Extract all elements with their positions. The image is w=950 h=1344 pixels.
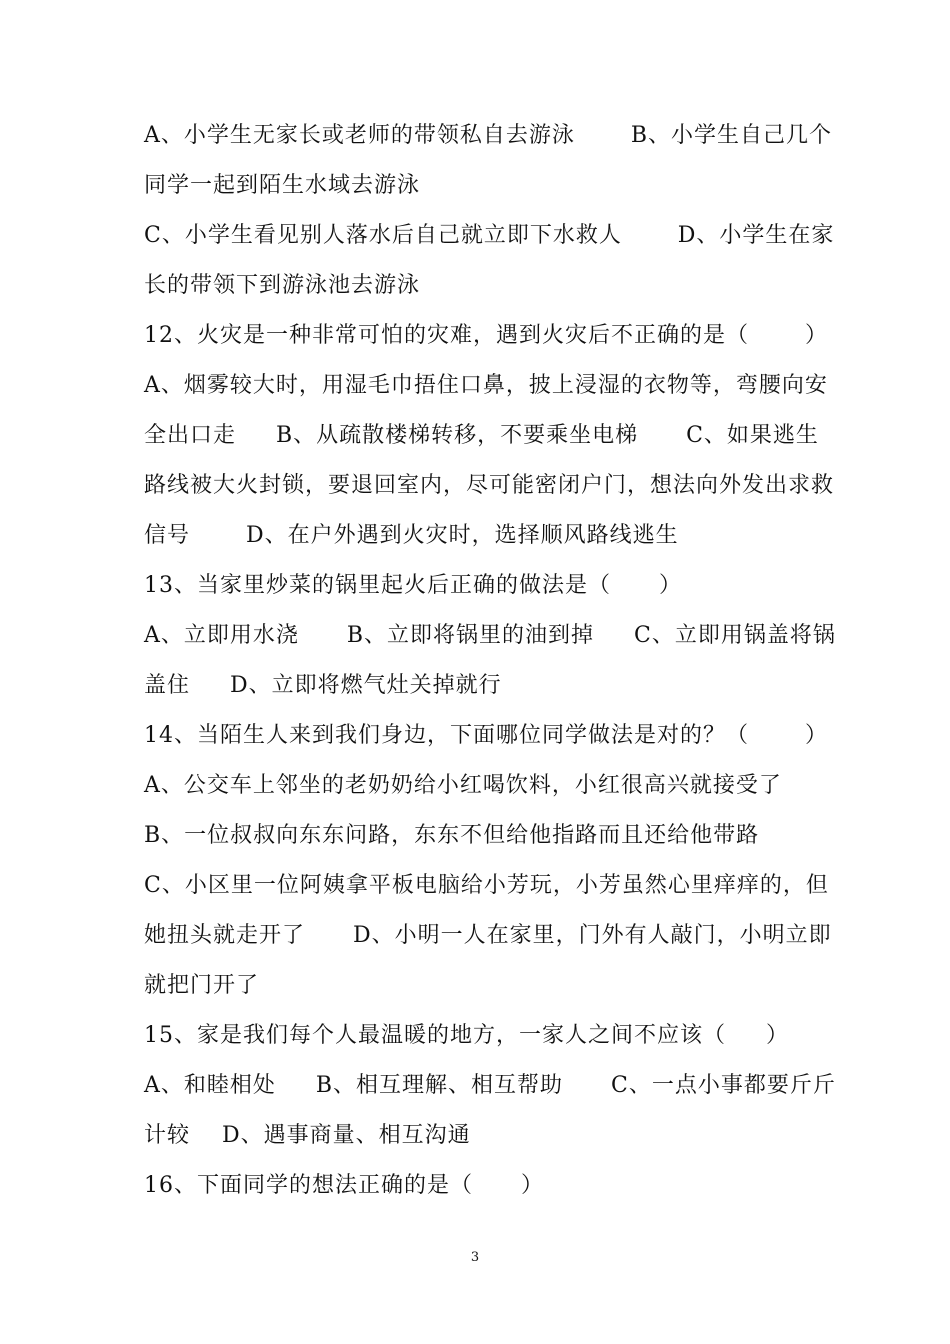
text-line: C、小区里一位阿姨拿平板电脑给小芳玩，小芳虽然心里痒痒的，但 [144,873,829,898]
question-12-stem: 12、火灾是一种非常可怕的灾难，遇到火灾后不正确的是（ ） [144,323,828,348]
question-14-stem: 14、当陌生人来到我们身边，下面哪位同学做法是对的？（ ） [144,723,828,748]
text-line: 路线被大火封锁，要退回室内，尽可能密闭户门，想法向外发出求救 [144,473,835,498]
text-line: 计较 D、遇事商量、相互沟通 [144,1123,471,1148]
text-line: 长的带领下到游泳池去游泳 [144,273,421,298]
page-number: 3 [470,1250,480,1265]
text-line: 盖住 D、立即将燃气灶关掉就行 [144,673,502,698]
text-line: 就把门开了 [144,973,260,998]
text-line: A、和睦相处 B、相互理解、相互帮助 C、一点小事都要斤斤 [144,1073,836,1098]
text-line: C、小学生看见别人落水后自己就立即下水救人 D、小学生在家 [144,223,835,248]
text-line: 全出口走 B、从疏散楼梯转移，不要乘坐电梯 C、如果逃生 [144,423,819,448]
text-line: 她扭头就走开了 D、小明一人在家里，门外有人敲门，小明立即 [144,923,832,948]
text-line: A、烟雾较大时，用湿毛巾捂住口鼻，披上浸湿的衣物等，弯腰向安 [144,373,828,398]
text-line: 同学一起到陌生水域去游泳 [144,173,421,198]
text-line: B、一位叔叔向东东问路，东东不但给他指路而且还给他带路 [144,823,760,848]
text-line: 信号 D、在户外遇到火灾时，选择顺风路线逃生 [144,523,679,548]
text-line: A、小学生无家长或老师的带领私自去游泳 B、小学生自己几个 [144,123,833,148]
question-15-stem: 15、家是我们每个人最温暖的地方，一家人之间不应该（ ） [144,1023,789,1048]
question-16-stem: 16、下面同学的想法正确的是（ ） [144,1173,544,1198]
text-line: A、立即用水浇 B、立即将锅里的油到掉 C、立即用锅盖将锅 [144,623,836,648]
text-line: A、公交车上邻坐的老奶奶给小红喝饮料，小红很高兴就接受了 [144,773,782,798]
question-13-stem: 13、当家里炒菜的锅里起火后正确的做法是（ ） [144,573,682,598]
